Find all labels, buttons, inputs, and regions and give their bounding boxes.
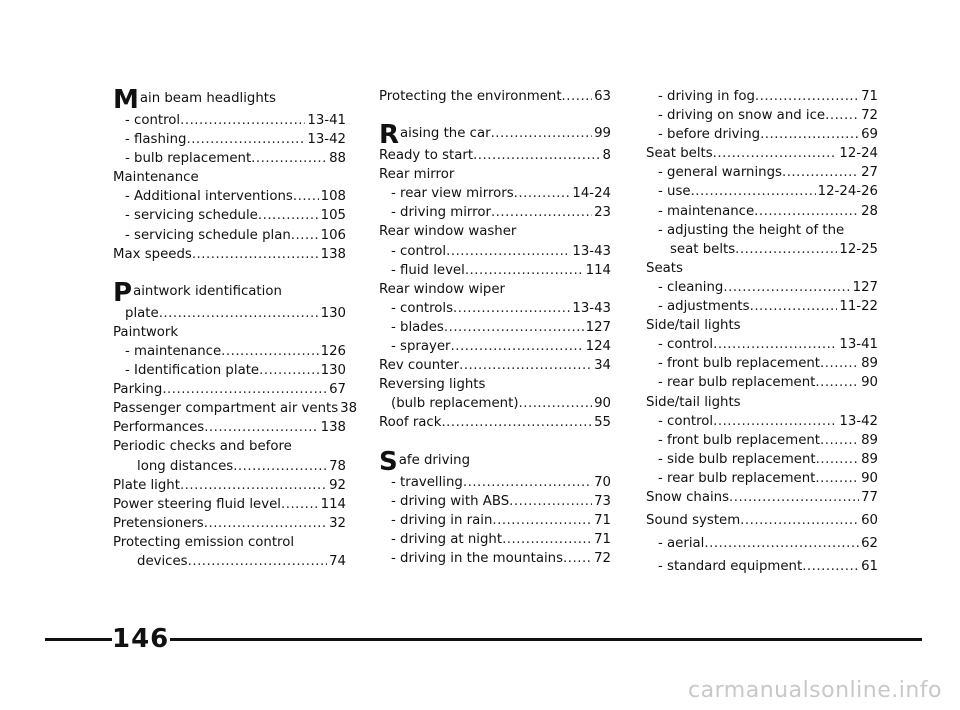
entry-label: Rear mirror: [379, 167, 455, 183]
index-entry: [113, 437, 346, 456]
entry-label: ain beam headlights: [139, 91, 276, 106]
entry-label: Rear window washer: [379, 224, 517, 240]
entry-page: 127: [852, 279, 878, 295]
entry-page: 89: [861, 451, 878, 467]
entry-label: Plate light: [113, 477, 180, 493]
leader-dots: [233, 457, 327, 476]
entry-label: - standard equipment: [658, 559, 803, 575]
entry-page: 63: [594, 89, 611, 104]
entry-label: - Additional interventions: [125, 189, 293, 205]
entry-page: 71: [594, 512, 611, 528]
entry-page: 88: [329, 151, 346, 167]
entry-label: - aerial: [658, 536, 705, 552]
entry-label: Pretensioners: [113, 515, 204, 531]
entry-label: Sound system: [646, 513, 741, 529]
index-entry: [379, 356, 611, 375]
index-entry: [646, 488, 878, 507]
leader-dots: [562, 87, 593, 106]
entry-label: - sprayer: [391, 339, 451, 355]
entry-label: Seats: [646, 260, 683, 276]
entry-page: 13-42: [839, 413, 878, 429]
leader-dots: [729, 488, 859, 507]
leader-dots: [740, 511, 859, 530]
entry-label: Max speeds: [113, 246, 192, 262]
index-entry: [646, 259, 878, 278]
index-heading-p: [113, 277, 346, 308]
leader-dots: [820, 354, 859, 373]
index-entry: [646, 469, 878, 488]
index-entry: [646, 335, 878, 354]
footer-rule-left: [45, 638, 112, 641]
index-entry: [113, 342, 346, 361]
entry-label: Power steering fluid level: [113, 496, 281, 512]
entry-page: 13-41: [839, 337, 878, 353]
index-entry: [379, 511, 611, 530]
entry-label: Seat belts: [646, 146, 713, 162]
entry-page: 124: [585, 339, 611, 355]
entry-page: 71: [861, 89, 878, 104]
entry-label: - driving in the mountains: [391, 550, 564, 566]
entry-page: 92: [329, 477, 346, 493]
leader-dots: [281, 495, 319, 514]
entry-page: 90: [594, 396, 611, 412]
leader-dots: [815, 469, 859, 488]
entry-label: - side bulb replacement: [658, 451, 816, 467]
entry-page: 70: [594, 474, 611, 490]
entry-page: 77: [861, 489, 878, 505]
index-entry: [646, 511, 878, 530]
entry-label: - maintenance: [125, 343, 222, 359]
entry-label: - rear view mirrors: [391, 186, 514, 202]
leader-dots: [704, 534, 859, 553]
index-entry: [646, 182, 878, 201]
index-entry: [113, 361, 346, 380]
index-entry: [113, 552, 346, 571]
entry-page: 127: [585, 319, 611, 335]
entry-page: 138: [320, 420, 346, 436]
index-entry: [646, 87, 878, 106]
dropcap-m: M: [113, 85, 139, 115]
leader-dots: [221, 342, 318, 361]
entry-page: 69: [861, 127, 878, 143]
leader-dots: [293, 187, 319, 206]
entry-label: - driving at night: [391, 531, 503, 547]
entry-label: Roof rack: [379, 415, 442, 431]
index-entry: [646, 412, 878, 431]
leader-dots: [492, 511, 592, 530]
entry-page: 11-22: [839, 299, 878, 315]
leader-dots: [754, 202, 859, 221]
entry-page: 74: [329, 553, 346, 569]
entry-label: - driving on snow and ice: [658, 108, 826, 124]
entry-label: - control: [391, 243, 447, 259]
leader-dots: [451, 337, 584, 356]
leader-dots: [782, 163, 859, 182]
index-entry: [379, 299, 611, 318]
index-entry: [379, 318, 611, 337]
leader-dots: [291, 226, 319, 245]
leader-dots: [258, 206, 319, 225]
watermark: carmanualsonline.info: [688, 678, 942, 703]
index-entry: [379, 203, 611, 222]
entry-label: Snow chains: [646, 489, 730, 505]
index-entry: [379, 337, 611, 356]
leader-dots: [713, 144, 838, 163]
footer-rule-right: [170, 638, 922, 641]
index-entry: [113, 304, 346, 323]
leader-dots: [459, 356, 592, 375]
index-entry: [646, 316, 878, 335]
entry-label: - control: [125, 113, 181, 128]
index-entry: [379, 222, 611, 241]
entry-label: Passenger compartment air vents: [113, 401, 339, 417]
entry-label: Maintenance: [113, 170, 199, 186]
index-entry: [646, 163, 878, 182]
leader-dots: [444, 318, 584, 337]
entry-page: 73: [594, 493, 611, 509]
index-entry: [113, 206, 346, 225]
leader-dots: [441, 413, 592, 432]
entry-page: 13-43: [572, 300, 611, 316]
index-entry: [379, 165, 611, 184]
entry-label: - adjustments: [658, 299, 750, 315]
entry-page: 72: [594, 550, 611, 566]
index-entry: [646, 106, 878, 125]
index-entry: [646, 354, 878, 373]
index-entry: [113, 111, 346, 130]
index-heading-s: [379, 446, 611, 477]
entry-label: plate: [125, 305, 159, 321]
index-heading-r: [379, 120, 611, 151]
dropcap-s: S: [379, 446, 398, 477]
entry-label: - servicing schedule plan: [125, 227, 291, 243]
leader-dots: [563, 549, 592, 568]
entry-page: 60: [861, 513, 878, 529]
index-entry: [379, 261, 611, 280]
index-entry: [646, 534, 878, 553]
leader-dots: [514, 184, 571, 203]
leader-dots: [446, 242, 570, 261]
entry-label: Performances: [113, 420, 205, 436]
leader-dots: [473, 146, 600, 165]
index-entry: [646, 297, 878, 316]
index-entry: [113, 168, 346, 187]
leader-dots: [192, 245, 319, 264]
entry-page: 105: [320, 208, 346, 224]
entry-page: 32: [329, 515, 346, 531]
entry-page: 126: [320, 343, 346, 359]
entry-label: Side/tail lights: [646, 394, 741, 410]
entry-label: - adjusting the height of the: [658, 222, 845, 238]
entry-page: 90: [861, 375, 878, 391]
entry-page: 13-43: [572, 243, 611, 259]
entry-label: Periodic checks and before: [113, 439, 292, 455]
leader-dots: [825, 106, 859, 125]
entry-label: Side/tail lights: [646, 318, 741, 334]
entry-page: 55: [594, 415, 611, 431]
entry-page: 8: [602, 148, 611, 164]
index-entry: [379, 492, 611, 511]
entry-page: 78: [329, 458, 346, 474]
entry-label: - front bulb replacement: [658, 356, 821, 372]
leader-dots: [802, 557, 859, 576]
entry-page: 12-24: [839, 146, 878, 162]
entry-page: 27: [861, 165, 878, 181]
entry-page: 89: [861, 356, 878, 372]
index-entry: [113, 226, 346, 245]
leader-dots: [713, 412, 837, 431]
index-entry: [113, 187, 346, 206]
leader-dots: [519, 394, 593, 413]
entry-label: seat belts: [670, 241, 736, 257]
entry-label: - rear bulb replacement: [658, 375, 816, 391]
leader-dots: [815, 373, 859, 392]
leader-dots: [453, 299, 570, 318]
index-entry: [113, 495, 346, 514]
leader-dots: [180, 476, 327, 495]
leader-dots: [713, 335, 837, 354]
index-entry: [113, 399, 358, 418]
leader-dots: [691, 182, 816, 201]
entry-page: 71: [594, 531, 611, 547]
index-entry: [646, 278, 878, 297]
entry-label: - maintenance: [658, 203, 755, 219]
entry-label: - servicing schedule: [125, 208, 258, 224]
entry-label: - general warnings: [658, 165, 782, 181]
entry-page: 108: [320, 189, 346, 205]
index-column-2: [379, 87, 611, 568]
leader-dots: [491, 203, 592, 222]
index-entry: [379, 549, 611, 568]
leader-dots: [750, 297, 838, 316]
leader-dots: [755, 87, 859, 106]
leader-dots: [204, 418, 318, 437]
leader-dots: [723, 278, 850, 297]
entry-label: Ready to start: [379, 148, 474, 164]
leader-dots: [509, 492, 592, 511]
entry-label: aintwork identification: [133, 283, 282, 299]
leader-dots: [760, 125, 859, 144]
leader-dots: [188, 552, 327, 571]
leader-dots: [204, 514, 327, 533]
entry-label: - rear bulb replacement: [658, 470, 816, 486]
entry-label: Protecting emission control: [113, 534, 295, 550]
leader-dots: [735, 240, 837, 259]
entry-label: - front bulb replacement: [658, 432, 821, 448]
entry-label: - Identification plate: [125, 363, 260, 379]
entry-page: 13-42: [307, 132, 346, 148]
entry-label: Rev counter: [379, 358, 460, 374]
index-entry: [646, 221, 878, 240]
index-entry: [646, 450, 878, 469]
entry-label: aising the car: [400, 126, 491, 142]
entry-page: 67: [329, 382, 346, 398]
index-entry: [113, 323, 346, 342]
entry-label: devices: [137, 553, 188, 569]
index-entry: [379, 87, 611, 106]
index-entry: [379, 394, 611, 413]
entry-label: - fluid level: [391, 262, 465, 278]
index-entry: [113, 245, 346, 264]
entry-label: - blades: [391, 319, 444, 335]
dropcap-p: P: [113, 277, 133, 308]
index-entry: [646, 240, 878, 259]
index-entry: [113, 418, 346, 437]
entry-page: 130: [320, 305, 346, 321]
entry-label: - travelling: [391, 474, 463, 490]
leader-dots: [502, 530, 592, 549]
entry-page: 106: [320, 227, 346, 243]
entry-page: 138: [320, 246, 346, 262]
entry-page: 62: [861, 536, 878, 552]
entry-page: 130: [320, 363, 346, 379]
index-heading-m: [113, 85, 346, 115]
entry-page: 28: [861, 203, 878, 219]
leader-dots: [491, 122, 593, 146]
section-gap: [113, 264, 346, 280]
entry-page: 89: [861, 432, 878, 448]
index-entry: [646, 431, 878, 450]
leader-dots: [180, 111, 305, 130]
entry-page: 13-41: [307, 113, 346, 128]
index-entry: [646, 373, 878, 392]
leader-dots: [820, 431, 859, 450]
index-column-1: [113, 85, 358, 571]
entry-page: 14-24: [572, 186, 611, 202]
index-entry: [113, 533, 346, 552]
index-entry: [646, 144, 878, 163]
entry-page: 38: [340, 401, 358, 417]
leader-dots: [159, 304, 319, 323]
entry-label: - cleaning: [658, 279, 724, 295]
page-number: 146: [112, 624, 170, 654]
entry-label: Protecting the environment: [379, 89, 562, 104]
leader-dots: [816, 450, 859, 469]
entry-label: long distances: [137, 458, 234, 474]
index-entry: [113, 457, 346, 476]
entry-label: - control: [658, 337, 714, 353]
entry-page: 72: [861, 108, 878, 124]
entry-page: 12-24-26: [817, 184, 878, 200]
entry-label: Paintwork: [113, 324, 179, 340]
entry-page: 34: [594, 358, 611, 374]
entry-page: 12-25: [839, 241, 878, 257]
index-entry: [379, 413, 611, 432]
entry-page: 114: [320, 496, 346, 512]
entry-label: - driving with ABS: [391, 493, 510, 509]
entry-label: - use: [658, 184, 691, 200]
index-entry: [113, 380, 346, 399]
entry-page: 61: [861, 559, 878, 575]
entry-label: - driving in rain: [391, 512, 493, 528]
leader-dots: [465, 261, 584, 280]
entry-label: - driving in fog: [658, 89, 755, 104]
entry-label: Parking: [113, 382, 163, 398]
index-entry: [379, 375, 611, 394]
index-entry: [646, 125, 878, 144]
index-entry: [379, 242, 611, 261]
leader-dots: [251, 149, 327, 168]
index-entry: [379, 530, 611, 549]
index-entry: [646, 557, 878, 576]
index-entry: [379, 280, 611, 299]
index-entry: [379, 146, 611, 165]
index-column-3: [646, 87, 878, 576]
entry-page: 90: [861, 470, 878, 486]
dropcap-r: R: [379, 120, 400, 151]
entry-label: - controls: [391, 300, 454, 316]
entry-page: 23: [594, 205, 611, 221]
leader-dots: [463, 473, 592, 492]
index-entry: [646, 393, 878, 412]
entry-label: (bulb replacement): [391, 396, 519, 412]
entry-label: - flashing: [125, 132, 187, 148]
entry-page: 99: [594, 126, 611, 142]
leader-dots: [186, 130, 305, 149]
entry-label: Reversing lights: [379, 377, 486, 393]
entry-label: - control: [658, 413, 714, 429]
entry-label: - driving mirror: [391, 205, 491, 221]
index-entry: [113, 476, 346, 495]
section-gap: [379, 433, 611, 449]
entry-label: afe driving: [398, 452, 471, 468]
index-entry: [113, 130, 346, 149]
leader-dots: [259, 361, 318, 380]
entry-label: Rear window wiper: [379, 281, 505, 297]
index-entry: [646, 202, 878, 221]
index-entry: [113, 149, 346, 168]
index-entry: [113, 514, 346, 533]
entry-label: - before driving: [658, 127, 761, 143]
section-gap: [379, 106, 611, 122]
entry-page: 114: [585, 262, 611, 278]
entry-label: - bulb replacement: [125, 151, 252, 167]
index-entry: [379, 184, 611, 203]
index-entry: [379, 473, 611, 492]
leader-dots: [162, 380, 327, 399]
